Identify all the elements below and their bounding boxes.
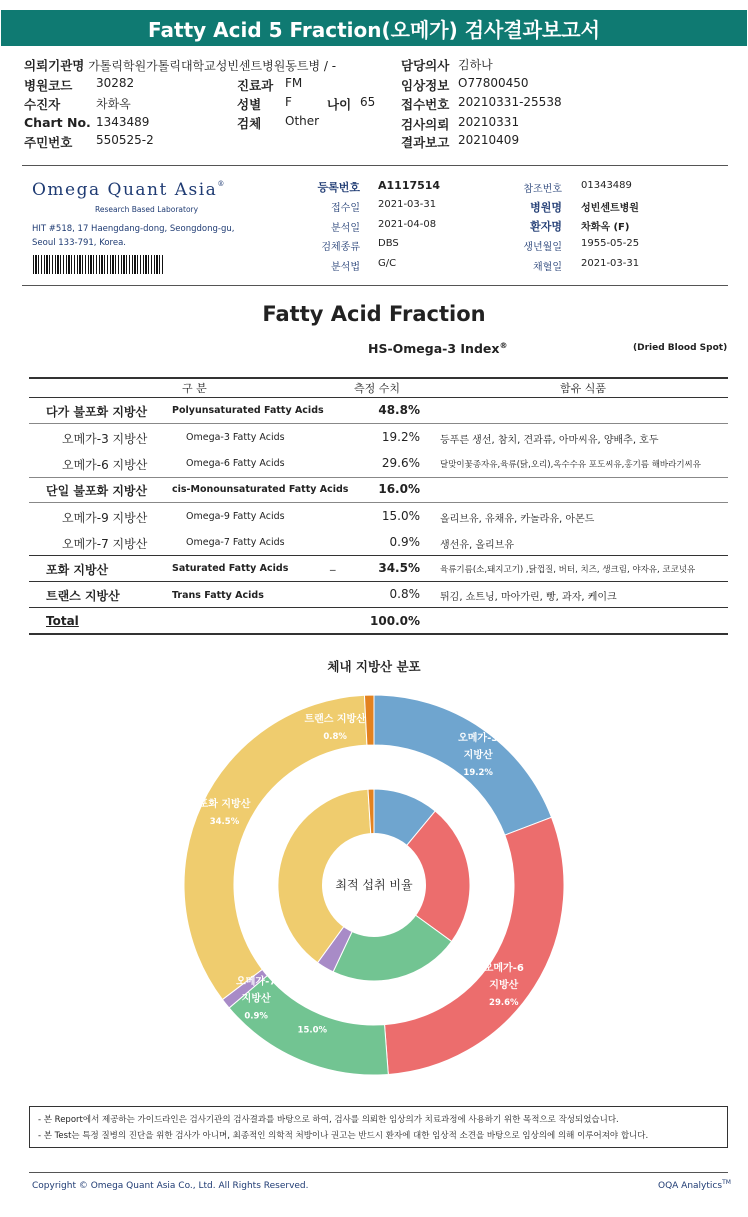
table-row-omega3-en: Omega-3 Fatty Acids	[186, 432, 285, 443]
analyzed-value: 2021-04-08	[378, 219, 437, 230]
ref-no-value: 01343489	[581, 180, 632, 191]
slice-value-label: 0.9%	[244, 1011, 268, 1022]
table-bottom-rule	[29, 633, 728, 635]
hospital-label: 병원명	[530, 201, 562, 214]
sex-label: 성별	[237, 97, 262, 112]
table-top-rule	[29, 377, 728, 379]
table-row-sfa-en: Saturated Fatty Acids	[172, 563, 289, 574]
slice-value-label: 0.8%	[323, 731, 347, 742]
table-total-value: 100.0%	[370, 614, 420, 628]
footer-divider	[29, 1172, 728, 1173]
dob-label: 생년월일	[523, 242, 562, 253]
patient-name-label: 환자명	[530, 220, 562, 233]
info-divider	[22, 285, 728, 286]
header-divider	[22, 165, 728, 166]
patient-name-value: 차화옥 (F)	[581, 222, 630, 233]
table-row-pufa-value: 48.8%	[378, 403, 420, 417]
clinical-label: 임상정보	[401, 78, 450, 93]
fraction-title: Fatty Acid Fraction	[262, 302, 486, 326]
table-row-trans-foods: 튀김, 쇼트닝, 마아가린, 빵, 과자, 케이크	[440, 592, 617, 603]
test-request-value: 20210331	[458, 115, 520, 129]
table-row-mufa-en: cis-Monounsaturated Fatty Acids	[172, 484, 349, 495]
row-divider	[29, 477, 728, 478]
donut-chart	[0, 690, 748, 1080]
brand-text: OQA Analytics™	[658, 1179, 731, 1191]
disclaimer-line: - 본 Test는 특정 질병의 진단을 위한 검사가 아니며, 최종적인 의학적 처방이나 권고는 반드시 환자에 대한 임상적 소견을 바탕으로 임상의에 의해 이루어져야 합니다.	[38, 1131, 649, 1141]
hospital-code-row	[24, 76, 72, 94]
chart-no-value: 1343489	[96, 115, 150, 129]
table-row-sfa-value: 34.5%	[378, 561, 420, 575]
dept-label: 진료과	[237, 78, 274, 93]
table-row-trans-value: 0.8%	[389, 587, 420, 601]
table-row-omega9-ko: 오메가-9 지방산	[62, 511, 148, 525]
index-title: HS-Omega-3 Index®	[368, 341, 508, 357]
table-row-omega7-ko: 오메가-7 지방산	[62, 537, 148, 551]
table-row-omega7-en: Omega-7 Fatty Acids	[186, 537, 285, 548]
specimen-value: Other	[285, 114, 320, 128]
blood-date-label: 채혈일	[533, 262, 562, 273]
lab-subtitle: Research Based Laboratory	[95, 205, 199, 214]
table-row-omega6-en: Omega-6 Fatty Acids	[186, 458, 285, 469]
dob-value: 1955-05-25	[581, 238, 640, 249]
chart-title: 체내 지방산 분포	[327, 659, 421, 674]
table-row-sfa-foods: 육류기름(소,돼지고기) ,닭껍질, 버터, 치즈, 생크림, 야자유, 코코넛유	[440, 565, 696, 575]
table-row-omega3-value: 19.2%	[381, 430, 420, 444]
table-row-pufa-en: Polyunsaturated Fatty Acids	[172, 405, 324, 416]
slice-value-label: 34.5%	[209, 817, 240, 828]
disclaimer-line: - 본 Report에서 제공하는 가이드라인은 검사기관의 검사결과를 바탕으로 하여, 검사를 의뢰한 임상의가 치료과정에 사용하기 위한 목적으로 작성되었습니다.	[38, 1115, 619, 1125]
analyzed-label: 분석일	[331, 223, 360, 234]
hospital-code-value: 30282	[96, 76, 135, 90]
slice-name-label: 지방산	[463, 750, 493, 762]
barcode-image	[33, 255, 163, 274]
ref-no-label: 참조번호	[523, 184, 562, 195]
table-row-omega7-value: 0.9%	[389, 535, 420, 549]
table-row-omega9-en: Omega-9 Fatty Acids	[186, 511, 285, 522]
blood-date-value: 2021-03-31	[581, 258, 640, 269]
table-row-trans-ko: 트랜스 지방산	[46, 589, 120, 603]
slice-name-label: 오메가-7	[236, 976, 277, 988]
slice-name-label: 트랜스 지방산	[304, 713, 366, 725]
table-row-omega3-ko: 오메가-3 지방산	[62, 432, 148, 446]
receipt-no-value: 20210331-25538	[458, 95, 562, 109]
clinical-value: O77800450	[458, 76, 529, 90]
specimen-label: 검체	[237, 116, 262, 131]
sample-note: (Dried Blood Spot)	[633, 343, 728, 353]
slice-value-label: 29.6%	[489, 997, 519, 1008]
table-header-rule	[29, 397, 728, 398]
table-row-omega3-foods: 등푸른 생선, 참치, 견과류, 아마씨유, 양배추, 호두	[440, 435, 659, 446]
table-row-omega6-foods: 달맞이꽃종자유,육류(닭,오리),옥수수유 포도씨유,홍기름 해바라기씨유	[440, 460, 701, 470]
center-label: 최적 섭취 비율	[335, 878, 413, 892]
row-divider	[29, 423, 728, 424]
institution-value: 가톨릭학원가톨릭대학교성빈센트병원	[88, 59, 286, 73]
age-value: 65	[360, 95, 376, 109]
table-row-omega6-value: 29.6%	[381, 456, 420, 470]
table-row-omega9-foods: 올리브유, 유채유, 카놀라유, 아몬드	[440, 514, 595, 525]
sample-type-label: 검체종류	[321, 242, 360, 253]
table-row-pufa-ko: 다가 불포화 지방산	[46, 405, 148, 419]
slice-value-label: 19.2%	[463, 768, 493, 779]
received-value: 2021-03-31	[378, 199, 437, 210]
lab-logo: Omega Quant Asia®	[32, 180, 226, 200]
table-row-mufa-value: 16.0%	[378, 482, 420, 496]
col-header-value: 측정 수치	[354, 382, 401, 395]
table-row-mufa-ko: 단일 불포화 지방산	[46, 484, 148, 498]
slice-name-label: 포화 지방산	[198, 799, 251, 811]
chart-no-label: Chart No.	[24, 115, 91, 130]
received-label: 접수일	[331, 203, 360, 214]
test-request-label: 검사의뢰	[401, 117, 450, 132]
table-row-omega6-ko: 오메가-6 지방산	[62, 458, 148, 472]
table-row-omega9-value: 15.0%	[381, 509, 420, 523]
doctor-label: 담당의사	[401, 58, 450, 73]
slice-name-label: 오메가-6	[483, 962, 524, 974]
table-row-omega7-foods: 생선유, 올리브유	[440, 540, 514, 551]
dept-value: FM	[285, 76, 303, 90]
slice-name-label: 오메가-3	[458, 733, 499, 745]
row-divider	[29, 581, 728, 582]
institution-label: 의뢰기관명	[24, 58, 85, 73]
reg-no-value: A1117514	[378, 179, 441, 192]
col-header-foods: 함유 식품	[560, 382, 607, 395]
sample-type-value: DBS	[378, 238, 399, 249]
doctor-value: 김하나	[458, 58, 493, 72]
method-value: G/C	[378, 258, 397, 269]
copyright-text: Copyright © Omega Quant Asia Co., Ltd. All Rights Reserved.	[32, 1181, 309, 1191]
table-total-label: Total	[46, 614, 79, 628]
slice-name-label: 지방산	[241, 993, 271, 1005]
ward-value: 동트병 / -	[285, 59, 337, 73]
institution-row	[24, 56, 336, 74]
hospital-value: 성빈센트병원	[581, 203, 639, 214]
col-header-category: 구 분	[182, 382, 207, 395]
report-title: Fatty Acid 5 Fraction(오메가) 검사결과보고서	[1, 10, 747, 46]
resident-no-label: 주민번호	[24, 135, 73, 150]
method-label: 분석법	[331, 262, 360, 273]
table-row-sfa-dash: _	[330, 558, 336, 571]
table-row-trans-en: Trans Fatty Acids	[172, 590, 264, 601]
row-divider	[29, 502, 728, 503]
patient-label: 수진자	[24, 97, 61, 112]
slice-name-label: 지방산	[489, 979, 519, 991]
reg-no-label: 등록번호	[317, 181, 360, 194]
receipt-no-label: 접수번호	[401, 97, 450, 112]
age-label: 나이	[327, 97, 352, 112]
row-divider	[29, 607, 728, 608]
lab-address: HIT #518, 17 Haengdang-dong, Seongdong-gu, Seoul 133-791, Korea.	[32, 224, 235, 248]
row-divider	[29, 555, 728, 556]
result-report-value: 20210409	[458, 133, 520, 147]
table-row-sfa-ko: 포화 지방산	[46, 563, 109, 577]
sex-value: F	[285, 95, 292, 109]
slice-value-label: 15.0%	[297, 1025, 328, 1036]
result-report-label: 결과보고	[401, 135, 450, 150]
patient-value: 차화옥	[96, 97, 131, 111]
disclaimer-box	[29, 1106, 728, 1148]
hospital-code-label: 병원코드	[24, 78, 73, 93]
resident-no-value: 550525-2	[96, 133, 154, 147]
